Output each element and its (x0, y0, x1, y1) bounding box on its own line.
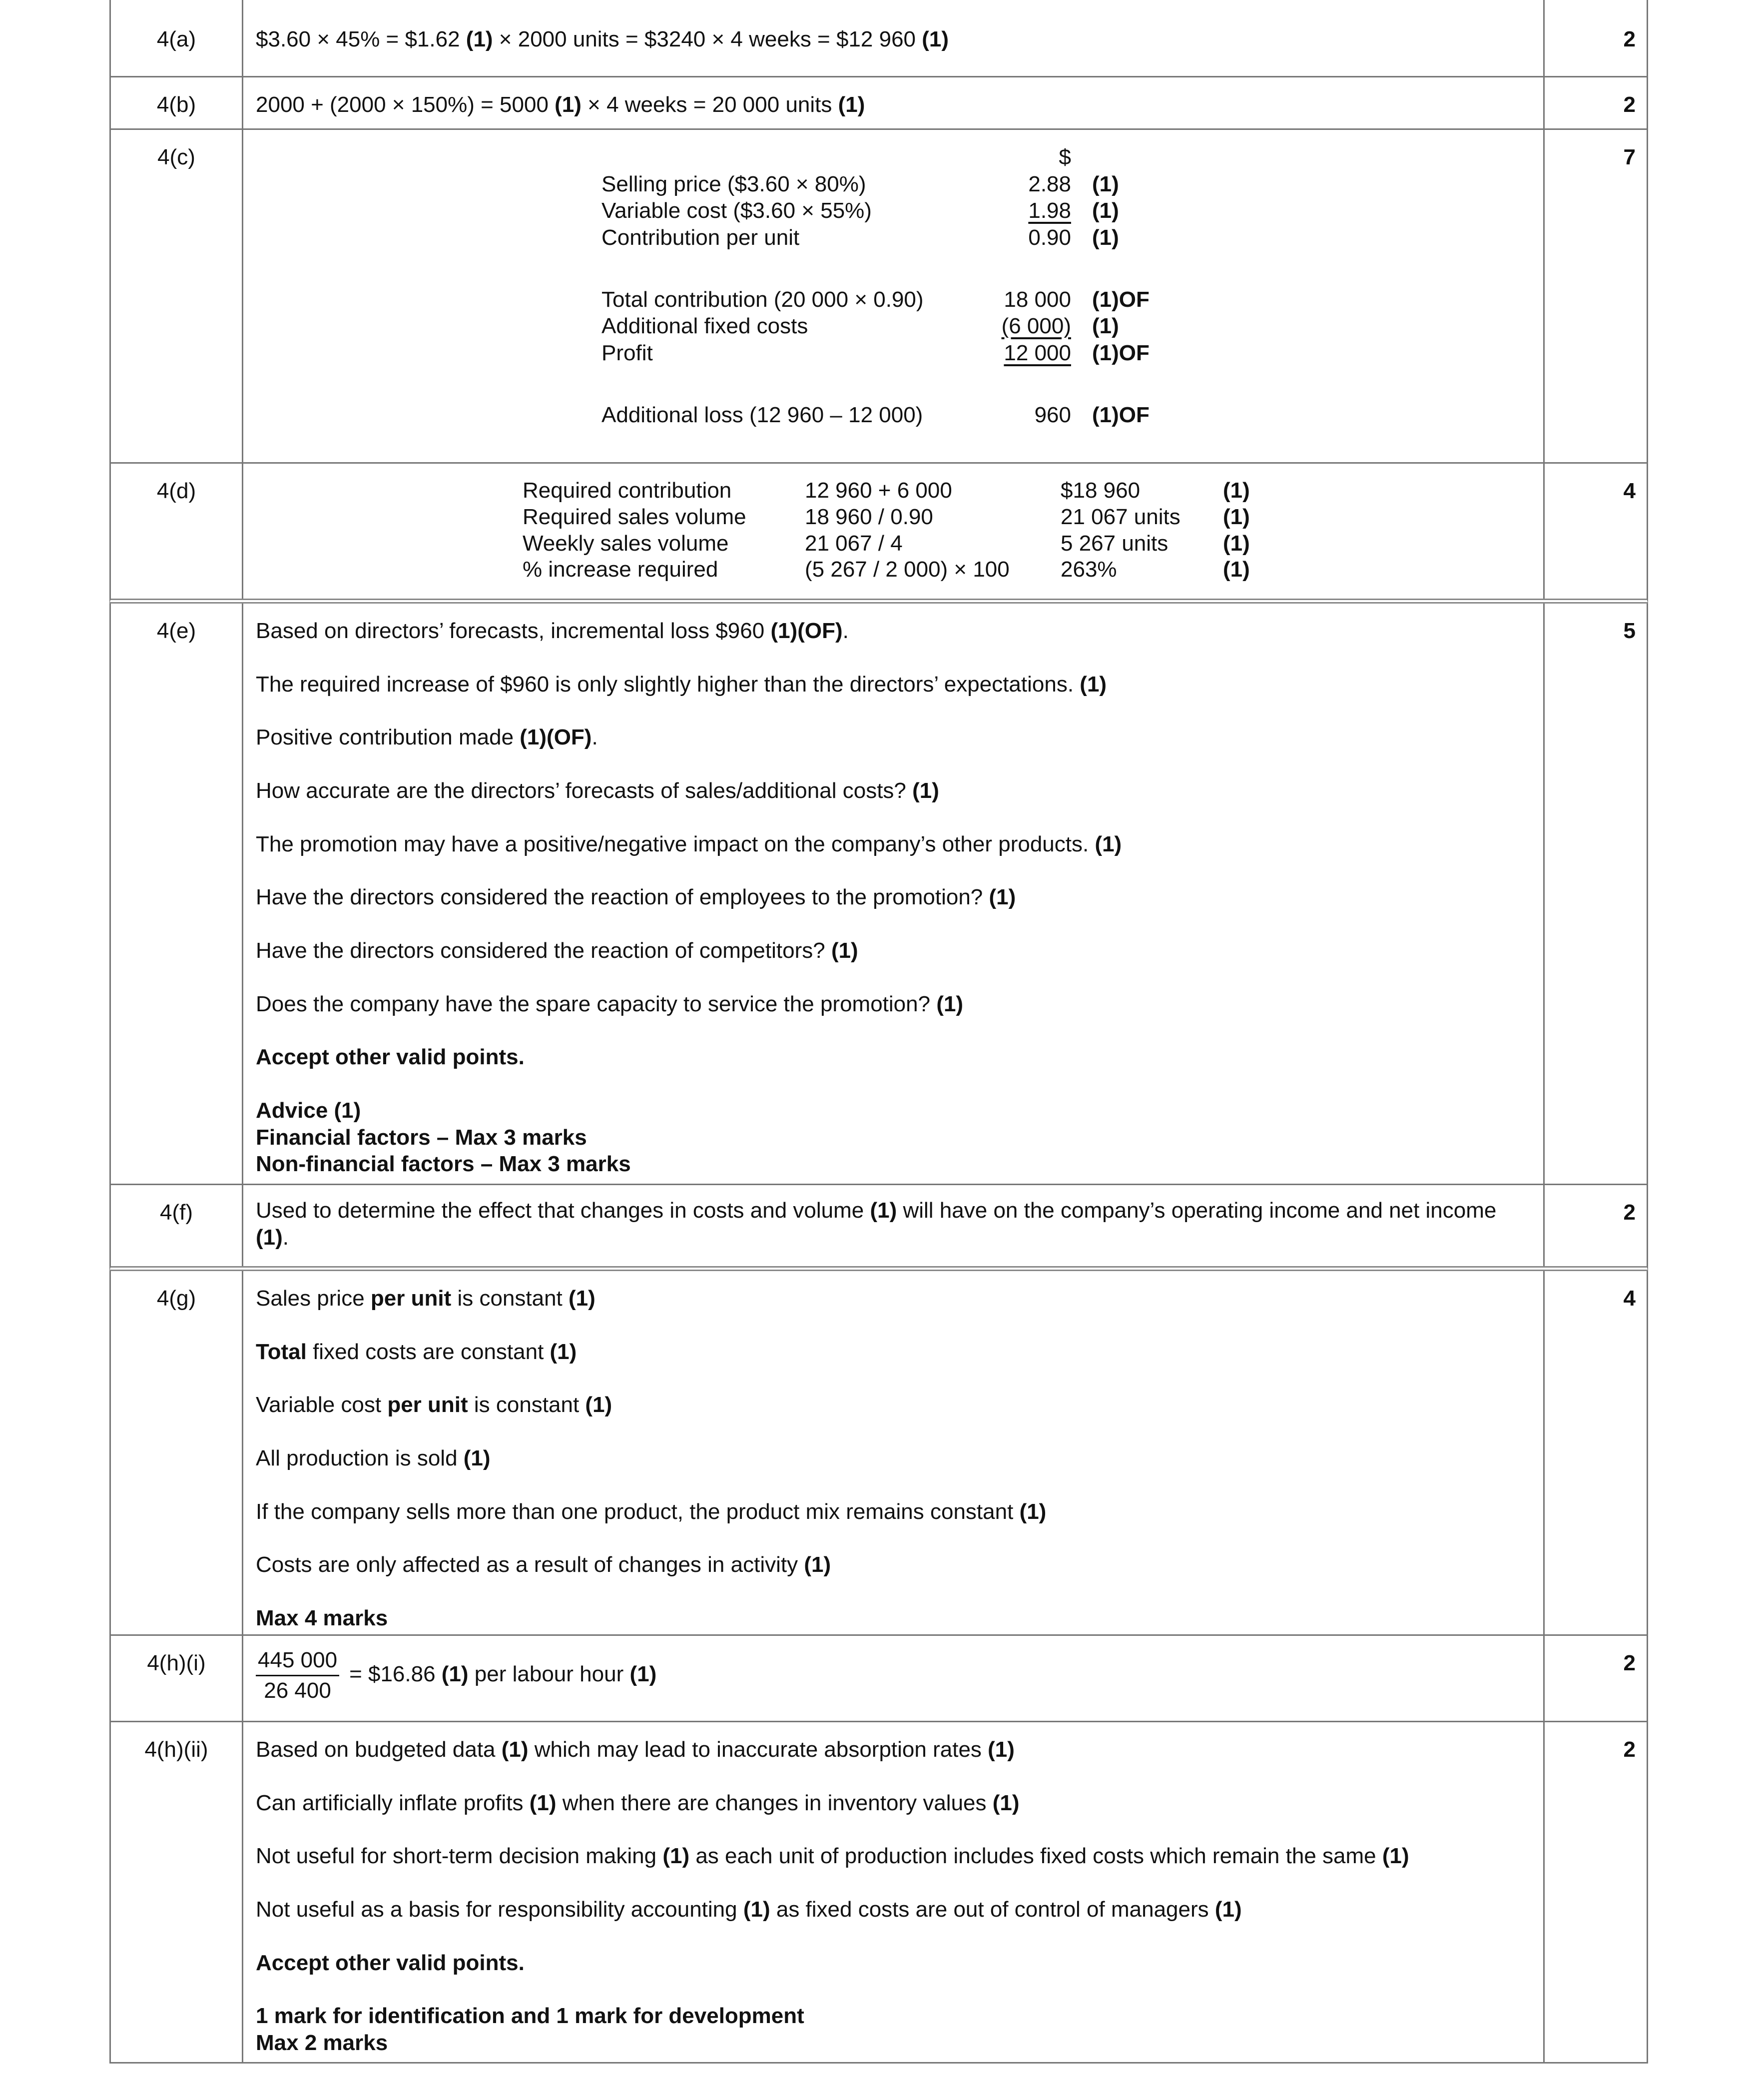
calc-mark: (1) (1223, 504, 1250, 529)
question-number: 4(h)(i) (111, 1636, 243, 1721)
calc-value: 18 000 (1004, 287, 1071, 312)
answer-point: Variable cost per unit is constant (1) (256, 1393, 612, 1417)
fraction-numerator: 445 000 (256, 1647, 339, 1676)
calc-label: Required sales volume (523, 504, 746, 529)
calc-label: Weekly sales volume (523, 531, 729, 556)
calc-formula: (5 267 / 2 000) × 100 (805, 557, 1010, 582)
marks: 5 (1543, 604, 1647, 1184)
question-number: 4(g) (111, 1271, 243, 1634)
calc-mark: (1) (1092, 314, 1119, 339)
answer-point: Have the directors considered the reaction of employees to the promotion? (1) (256, 885, 1016, 910)
calc-result: $18 960 (1061, 478, 1141, 503)
row-4g (109, 1271, 1648, 1636)
marks: 2 (1543, 1185, 1647, 1266)
answer-point: How accurate are the directors’ forecasts of sales/additional costs? (1) (256, 778, 939, 803)
calc-mark: (1) (1223, 478, 1250, 503)
question-number: 4(d) (111, 464, 243, 599)
row-4d (109, 464, 1648, 604)
marks: 4 (1543, 1271, 1647, 1634)
marks: 2 (1543, 1636, 1647, 1721)
contribution-calculation (601, 144, 1171, 428)
calc-value: (6 000) (1001, 314, 1071, 339)
answer-point: Positive contribution made (1)(OF). (256, 725, 598, 750)
marks: 2 (1543, 77, 1647, 128)
marks: 7 (1543, 130, 1647, 462)
calc-formula: 18 960 / 0.90 (805, 504, 933, 529)
answer-point: Based on directors’ forecasts, incremental loss $960 (1)(OF). (256, 619, 849, 643)
calc-label: Profit (601, 341, 653, 366)
calc-label: Selling price ($3.60 × 80%) (601, 171, 866, 196)
calc-label: Additional fixed costs (601, 314, 808, 339)
answer-text: Used to determine the effect that changes in costs and volume (1) will have on the company’s operating income and net income (1). (256, 1198, 1497, 1250)
calc-mark: (1)OF (1092, 341, 1150, 366)
answer-text: $\frac{445 000}{26 400}$ = $16.86 (1) per labour hour (1) (256, 1636, 1532, 1717)
calc-mark: (1)OF (1092, 402, 1150, 427)
calc-formula: 21 067 / 4 (805, 531, 903, 556)
marks: 2 (1543, 0, 1647, 76)
calc-label: Total contribution (20 000 × 0.90) (601, 287, 924, 312)
answer-point: The promotion may have a positive/negative impact on the company’s other products. (1) (256, 831, 1122, 856)
answer-text (256, 1271, 1532, 1645)
max-marks-note: Max 4 marks (256, 1606, 388, 1631)
calc-result: 21 067 units (1061, 504, 1180, 529)
accept-note: Accept other valid points. (256, 1950, 525, 1975)
required-volume-calculation (523, 478, 1250, 583)
calc-value: 12 000 (1004, 341, 1071, 366)
mark-scheme-table (109, 0, 1648, 2064)
calc-result: 263% (1061, 557, 1117, 582)
answer-point: Not useful as a basis for responsibility accounting (1) as fixed costs are out of control of managers (1) (256, 1897, 1242, 1922)
question-number: 4(h)(ii) (111, 1722, 243, 2062)
answer-point: If the company sells more than one product, the product mix remains constant (1) (256, 1499, 1047, 1524)
answer-point: Total fixed costs are constant (1) (256, 1339, 577, 1364)
row-4b (109, 77, 1648, 130)
fraction-denominator: 26 400 (264, 1678, 331, 1703)
answer-text (256, 604, 1532, 1191)
advice-note: Advice (1) Financial factors – Max 3 marks Non-financial factors – Max 3 marks (256, 1098, 631, 1177)
answer-point: Does the company have the spare capacity to service the promotion? (1) (256, 991, 964, 1016)
answer-point: Not useful for short-term decision making (1) as each unit of production includes fixed costs which remain the same (1) (256, 1844, 1409, 1869)
calc-mark: (1) (1092, 198, 1119, 223)
answer-point: Based on budgeted data (1) which may lead to inaccurate absorption rates (1) (256, 1737, 1015, 1762)
calc-value: 960 (1034, 402, 1071, 427)
calc-formula: 12 960 + 6 000 (805, 478, 952, 503)
question-number: 4(a) (111, 0, 243, 76)
row-4c (109, 130, 1648, 464)
question-number: 4(c) (111, 130, 243, 462)
currency-symbol: $ (1059, 145, 1071, 169)
calc-value: 0.90 (1028, 225, 1071, 250)
row-4e (109, 604, 1648, 1185)
answer-point: Have the directors considered the reaction of competitors? (1) (256, 938, 858, 963)
accept-note: Accept other valid points. (256, 1045, 525, 1070)
calc-mark: (1)OF (1092, 287, 1150, 312)
row-4f (109, 1185, 1648, 1271)
calc-label: Contribution per unit (601, 225, 800, 250)
calc-label: % increase required (523, 557, 718, 582)
calc-result: 5 267 units (1061, 531, 1169, 556)
answer-text: $3.60 × 45% = $1.62 (1) × 2000 units = $3240 × 4 weeks = $12 960 (1) (256, 27, 949, 51)
answer-point: All production is sold (1) (256, 1446, 491, 1471)
fraction (256, 1647, 339, 1704)
answer-text: 2000 + (2000 × 150%) = 5000 (1) × 4 weeks = 20 000 units (1) (256, 92, 865, 117)
marks: 4 (1543, 464, 1647, 599)
answer-point: Costs are only affected as a result of changes in activity (1) (256, 1552, 831, 1577)
answer-point: The required increase of $960 is only slightly higher than the directors’ expectations. (1) (256, 672, 1107, 697)
row-4h-i (109, 1636, 1648, 1722)
marking-guidance: 1 mark for identification and 1 mark for development Max 2 marks (256, 2004, 804, 2056)
row-4h-ii (109, 1722, 1648, 2064)
row-4a (109, 0, 1648, 77)
calc-mark: (1) (1223, 531, 1250, 556)
answer-point: Sales price per unit is constant (1) (256, 1286, 595, 1311)
answer-text (256, 1722, 1532, 2070)
calc-value: 1.98 (1028, 198, 1071, 223)
calc-mark: (1) (1092, 171, 1119, 196)
calc-label: Required contribution (523, 478, 732, 503)
calc-label: Variable cost ($3.60 × 55%) (601, 198, 872, 223)
answer-point: Can artificially inflate profits (1) when there are changes in inventory values (1) (256, 1790, 1020, 1815)
marks: 2 (1543, 1722, 1647, 2062)
question-number: 4(f) (111, 1185, 243, 1266)
calc-mark: (1) (1092, 225, 1119, 250)
calc-label: Additional loss (12 960 – 12 000) (601, 402, 923, 427)
question-number: 4(b) (111, 77, 243, 128)
question-number: 4(e) (111, 604, 243, 1184)
calc-value: 2.88 (1028, 171, 1071, 196)
calc-mark: (1) (1223, 557, 1250, 582)
